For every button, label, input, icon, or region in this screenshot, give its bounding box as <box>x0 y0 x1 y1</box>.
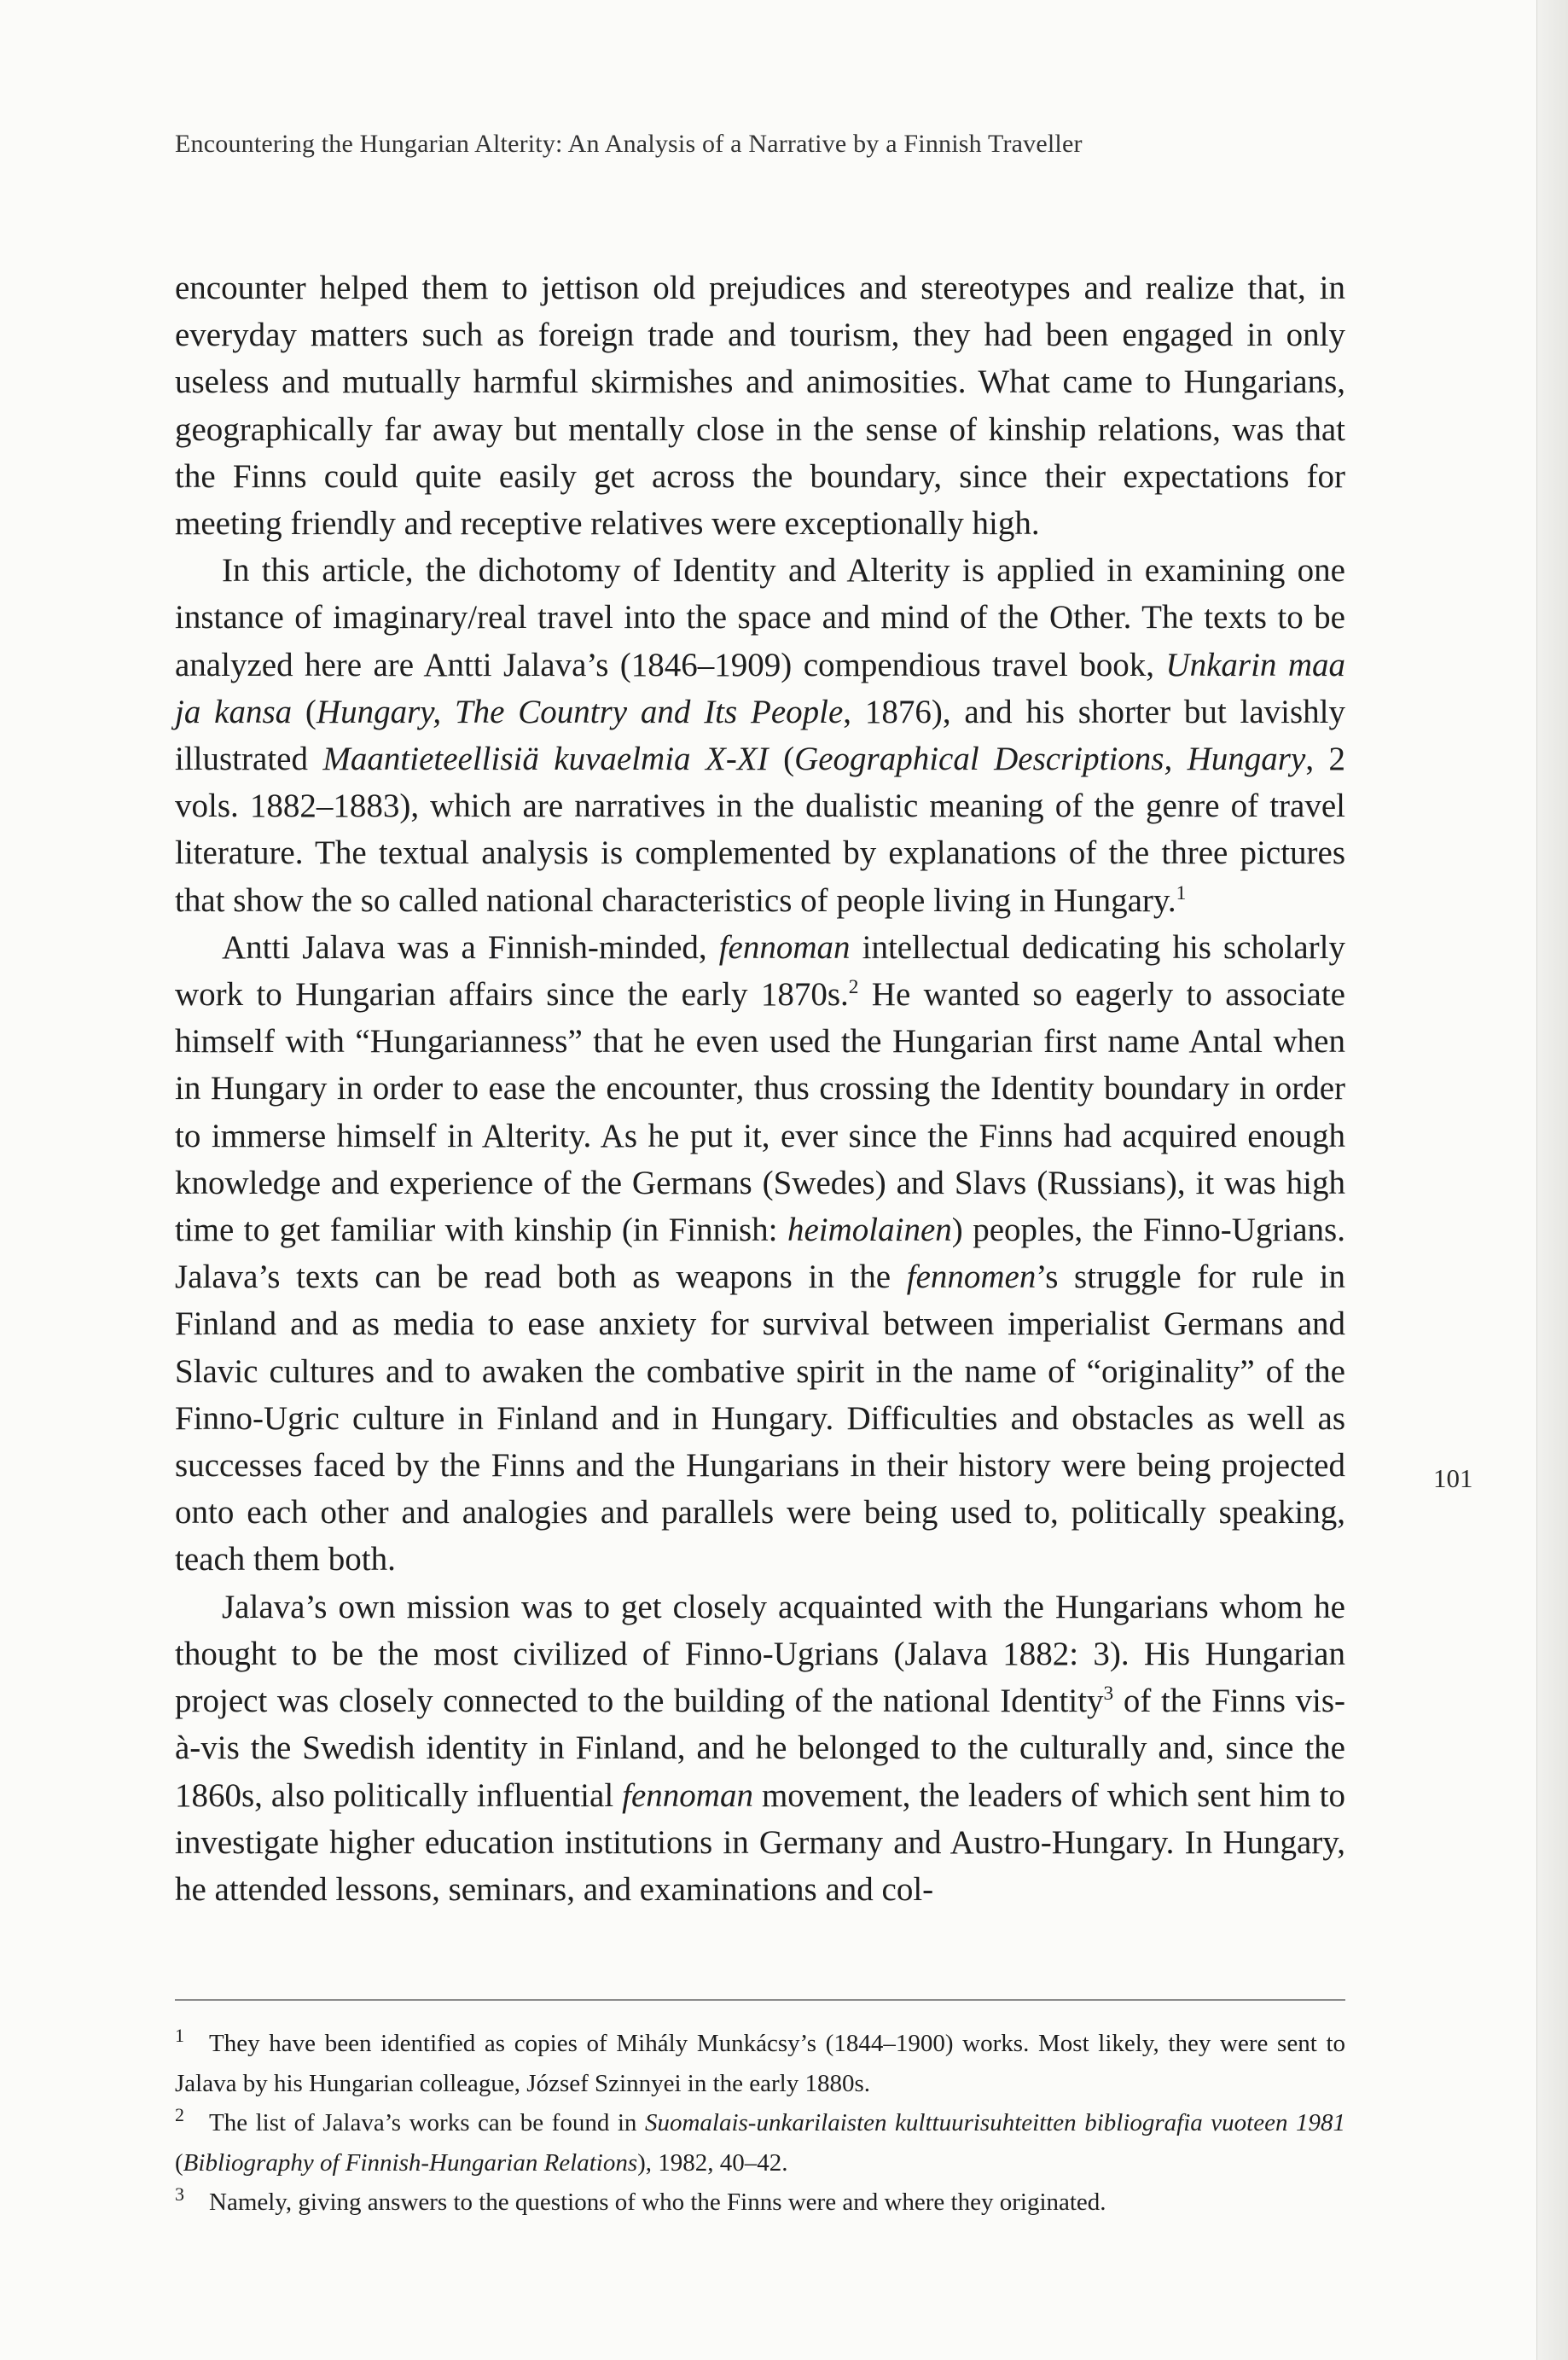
footnote-reference[interactable]: 3 <box>1103 1683 1114 1706</box>
body-paragraph <box>175 264 1345 547</box>
body-paragraph <box>175 547 1345 924</box>
footnote-reference[interactable]: 2 <box>848 976 859 999</box>
text-run: movement, the leaders of which sent him to investigate higher education institutions in Germany and Austro-Hungary. In Hungary, he attended lessons, seminars, and examinations and col- <box>175 1776 1345 1908</box>
text-run: ( <box>768 741 795 778</box>
text-run: ) peoples, the Finno-Ugrians. Jalava’s texts can be read both as weapons in the <box>175 1212 1345 1296</box>
page-edge <box>1536 0 1568 2360</box>
italic-text: Unkarin maa ja kansa <box>175 646 1345 730</box>
text-run: of the Finns vis-à-vis the Swedish identity in Finland, and he belonged to the culturally and, since the 1860s, also politically influential <box>175 1683 1345 1814</box>
text-run: ( <box>292 693 317 730</box>
text-run: ( <box>175 2148 183 2177</box>
footnote-rule <box>175 1999 1345 2001</box>
italic-text: Bibliography of Finnish-Hungarian Relations <box>183 2148 638 2177</box>
text-run: , 2 vols. 1882–1883), which are narratives in the dualistic meaning of the genre of travel literature. The textual analysis is complemented by explanations of the three pictures that show the so called national characteristics of people living in Hungary. <box>175 741 1346 919</box>
italic-text: heimolainen <box>787 1212 952 1249</box>
text-run: Namely, giving answers to the questions of who the Finns were and where they originated. <box>209 2189 1106 2216</box>
body-paragraph <box>175 1584 1345 1913</box>
italic-text: fennomen <box>906 1258 1037 1296</box>
italic-text: fennoman <box>622 1776 753 1814</box>
text-run: Antti Jalava was a Finnish-minded, <box>222 928 719 966</box>
text-run: intellectual dedicating his scholarly work to Hungarian affairs since the early 1870s. <box>175 928 1345 1014</box>
text-run: , 1876), and his shorter but lavishly illustrated <box>175 693 1345 778</box>
body-text <box>175 264 1345 1913</box>
running-head: Encountering the Hungarian Alterity: An Analysis of a Narrative by a Finnish Traveller <box>175 130 1083 158</box>
body-paragraph <box>175 924 1345 1584</box>
text-run: They have been identified as copies of Mihály Munkácsy’s (1844–1900) works. Most likely, they were sent to Jalava by his Hungarian colleague, József Szinnyei in the early 1880s. <box>175 2030 1345 2097</box>
italic-text: Maantieteellisiä kuvaelmia X-XI <box>322 741 769 778</box>
text-run: Jalava’s own mission was to get closely acquainted with the Hungarians whom he thought to be the most civilized of Finno-Ugrians (Jalava 1882: 3). His Hungarian project was closely connected to the building of the national Identity <box>175 1588 1345 1720</box>
footnote: 3 Namely, giving answers to the questions of who the Finns were and where they originated. <box>175 2183 1106 2216</box>
page-number: 101 <box>1433 1463 1473 1493</box>
text-run: ), 1982, 40–42. <box>637 2148 788 2177</box>
footnotes <box>175 2024 1345 2223</box>
text-run: The list of Jalava’s works can be found in <box>209 2109 645 2136</box>
italic-text: fennoman <box>718 928 851 966</box>
footnote-reference[interactable]: 1 <box>1176 881 1187 904</box>
footnote: 2 The list of Jalava’s works can be found in Suomalais-unkarilaisten kulttuurisuhteitten bibliografia vuoteen 1981 (Bibliography of Finnish-Hungarian Relations), 1982, 40–42. <box>175 2104 1346 2177</box>
footnote: 1 They have been identified as copies of Mihály Munkácsy’s (1844–1900) works. Most likely, they were sent to Jalava by his Hungarian colleague, József Szinnyei in the early 1880s. <box>175 2025 1345 2097</box>
italic-text: Suomalais-unkarilaisten kulttuurisuhteitten bibliografia vuoteen 1981 <box>644 2109 1346 2136</box>
text-run: ’s struggle for rule in Finland and as media to ease anxiety for survival between imperialist Germans and Slavic cultures and to awaken the combative spirit in the name of “originality” of the Finno-Ugric culture in Finland and in Hungary. Difficulties and obstacles as well as successes faced by the Finns and the Hungarians in their history were being projected onto each other and analogies and parallels were being used to, politically speaking, teach them both. <box>175 1258 1345 1578</box>
text-run: He wanted so eagerly to associate himself with “Hungarianness” that he even used the Hungarian first name Antal when in Hungary in order to ease the encounter, thus crossing the Identity boundary in order to immerse himself in Alterity. As he put it, ever since the Finns had acquired enough knowledge and experience of the Germans (Swedes) and Slavs (Russians), it was high time to get familiar with kinship (in Finnish: <box>175 976 1345 1249</box>
italic-text: Hungary, The Country and Its People <box>316 693 844 730</box>
text-run: In this article, the dichotomy of Identity and Alterity is applied in examining one instance of imaginary/real travel into the space and mind of the Other. The texts to be analyzed here are Antti Jalava’s (1846–1909) compendious travel book, <box>175 552 1345 683</box>
text-run: encounter helped them to jettison old prejudices and stereotypes and realize that, in everyday matters such as foreign trade and tourism, they had been engaged in only useless and mutually harmful skirmishes and animosities. What came to Hungarians, geographically far away but mentally close in the sense of kinship relations, was that the Finns could quite easily get across the boundary, since their expectations for meeting friendly and receptive relatives were exceptionally high. <box>175 270 1345 543</box>
italic-text: Geographical Descriptions, Hungary <box>794 741 1306 778</box>
